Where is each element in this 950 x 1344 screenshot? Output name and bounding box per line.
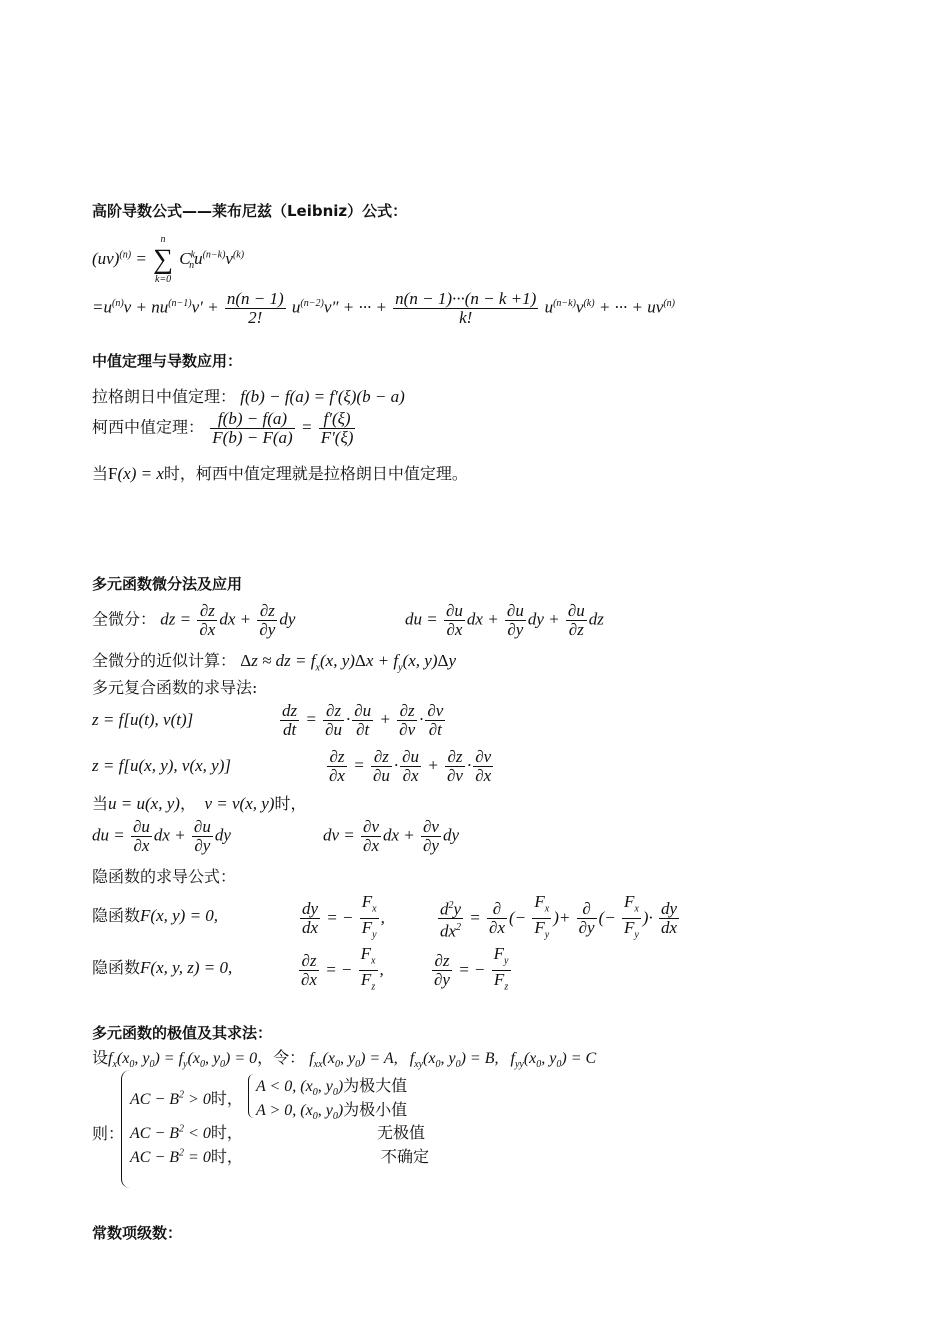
cauchy-line: 柯西中值定理： $\frac{f(b) - f(a)}{F(b) - F(a)}$ = $\frac{f'(\xi)}{F'(\xi)}$ <box>92 409 354 447</box>
main-brace <box>121 1070 130 1188</box>
composite-formula-1: $\frac{dz}{dt}$ = $\frac{\partial z}{\partial u}$ · $\frac{\partial u}{\partial t}$ + $\frac{\partial z}{\partial v}$ · $\frac{\partial v}{\partial t}$ <box>282 701 444 739</box>
lagrange-line: 拉格朗日中值定理： f(b) − f(a) = f′(ξ)(b − a) <box>92 387 405 406</box>
composite-formula-2: $\frac{\partial z}{\partial x}$ = $\frac{\partial z}{\partial u}$ · $\frac{\partial u}{\partial x}$ + $\frac{\partial z}{\partial v}$ · $\frac{\partial v}{\partial x}$ <box>329 747 492 785</box>
implicit-second-derivative: $\frac{d^2y}{dx^2}$ = $\frac{\partial}{\partial x}$ (− $\frac{F_x}{F_y}$ )+ $\frac{\partial}{\partial y}$ (− $\frac{F_x}{F_y}$ )· $\frac{dy}{dx}$ <box>440 892 678 942</box>
case-ac-lt: AC − $B^2 < 0$时， <box>130 1123 243 1142</box>
leibniz-formula-1: (uv)$^{(n)}$ = n ∑ k=0 $C^k_nu^{(n-k)}v^{(k)}$ <box>92 234 245 285</box>
mvt-heading: 中值定理与导数应用： <box>92 352 243 370</box>
leibniz-formula-2: $=u^{(n)}v + nu^{(n-1)}v'$ + $\frac{n(n - 1)}{2!}$ $u^{(n-2)}v''$ + ··· + $\frac{n(n - 1)\cdot\cdot\cdot(n - k +1)}{k!}$ $u^{(n-k)}v^{(k)}$ + ··· + $uv^{(n)}$ <box>92 289 675 327</box>
then-label: 则： <box>92 1124 125 1143</box>
case-ac-eq: AC − $B^2 = 0$时， <box>130 1147 243 1166</box>
du-line: du = $\frac{\partial u}{\partial x}$ dx + $\frac{\partial u}{\partial y}$ dy <box>92 817 231 855</box>
case-uncertain: 不确定 <box>381 1147 430 1166</box>
leibniz-heading: 高阶导数公式——莱布尼兹（Leibniz）公式： <box>92 202 408 220</box>
implicit-def-2: 隐函数F(x, y, z) = 0, <box>92 958 233 977</box>
total-differential-line: 全微分： dz = $\frac{\partial z}{\partial x}$ dx + $\frac{\partial z}{\partial y}$ dy <box>92 601 296 639</box>
cauchy-label: 柯西中值定理： <box>92 419 205 437</box>
implicit-dz-dx: $\frac{\partial z}{\partial x}$ = − $\frac{F_x}{F_z}$ , <box>301 944 384 993</box>
extrema-conditions-line: 设$f_x(x_0$, $y_0) = f_y(x_0$, $y_0) = 0$，令： $f_{xx}(x_0$, $y_0) = A$, $f_{xy}(x_0$, $y_0) = B$, $f_{yy}(x_0$, $y_0) = C$ <box>92 1050 597 1071</box>
case-ac-gt: AC − $B^2 > 0$时， <box>130 1089 243 1108</box>
implicit-label: 隐函数的求导公式： <box>92 867 237 886</box>
case-no-extremum: 无极值 <box>377 1123 426 1142</box>
implicit-def-1: 隐函数F(x, y) = 0, <box>92 906 219 925</box>
composite-def-2: z = f[u(x, y), v(x, y)] <box>92 756 231 775</box>
approx-line: 全微分的近似计算： Δz ≈ dz = $f_x(x$, $y)\Delta x + f_y(x$, y)Δy <box>92 651 456 674</box>
series-heading: 常数项级数： <box>92 1224 183 1242</box>
lagrange-label: 拉格朗日中值定理： <box>92 389 237 406</box>
implicit-dz-dy: $\frac{\partial z}{\partial y}$ = − $\frac{F_y}{F_z}$ <box>434 944 509 993</box>
implicit-dy-dx: $\frac{dy}{dx}$ = − $\frac{F_x}{F_y}$ , <box>302 892 385 941</box>
case-a-gt: A > 0, ($x_0$, $y_0$)为极小值 <box>256 1102 408 1123</box>
composite-label: 多元复合函数的求导法: <box>92 678 258 697</box>
composite-def-1: z = f[u(t), v(t)] <box>92 710 194 729</box>
extrema-heading: 多元函数的极值及其求法： <box>92 1024 273 1042</box>
cauchy-note: 当F(x) = x时，柯西中值定理就是拉格朗日中值定理。 <box>92 464 468 483</box>
case-a-lt: A < 0, ($x_0$, $y_0$)为极大值 <box>256 1078 408 1099</box>
when-uv-line: 当u = u(x, y)， v = v(x, y)时， <box>92 794 307 813</box>
total-differential-u: du = $\frac{\partial u}{\partial x}$ dx + $\frac{\partial u}{\partial y}$ dy + $\frac{\partial u}{\partial z}$ dz <box>405 601 604 639</box>
dv-line: dv = $\frac{\partial v}{\partial x}$ dx + $\frac{\partial v}{\partial y}$ dy <box>323 817 460 855</box>
sub-brace <box>248 1074 255 1118</box>
multivariable-heading: 多元函数微分法及应用 <box>92 575 243 593</box>
